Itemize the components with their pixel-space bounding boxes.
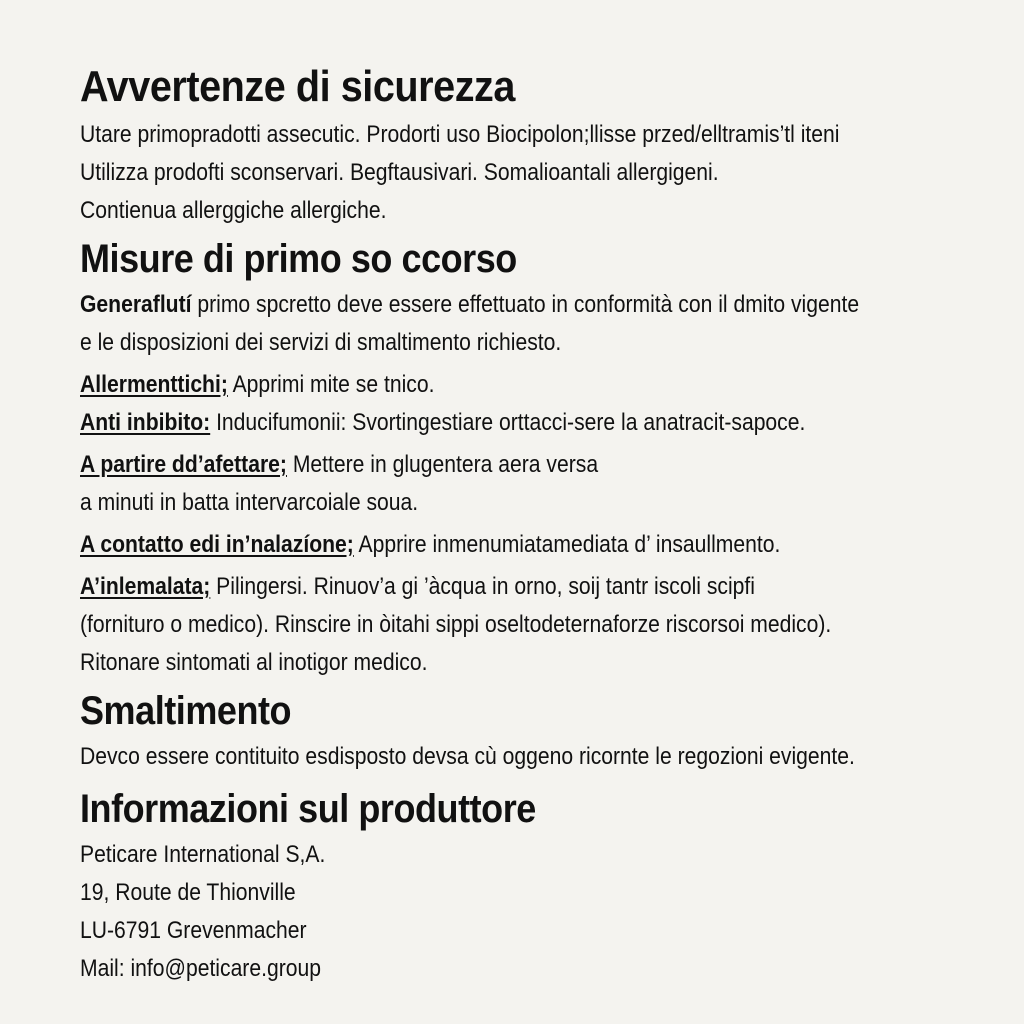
warnings-line-1: Utare primopradotti assecutic. Prodorti uso Biocipolon;llisse przed/elltramis’tl iteni [80, 121, 840, 148]
first-aid-item-3-text: Mettere in glugentera aera versa [286, 451, 599, 478]
first-aid-heading: Misure di primo so ccorso [80, 237, 517, 281]
first-aid-item-1 [80, 366, 858, 404]
producer-street: 19, Route de Thionville [80, 879, 296, 906]
first-aid-item-5-label: A’inlemalata; [80, 573, 211, 600]
disposal-text: Devco essere contituito esdisposto devsa cù oggeno ricornte le regozioni evigente. [80, 743, 855, 770]
producer-mail: Mail: info@peticare.group [80, 955, 321, 982]
first-aid-item-5 [80, 568, 858, 606]
first-aid-general-lead: Generaflutí [80, 291, 192, 318]
first-aid-item-5-line-2: (fornituro o medico). Rinscire in òitahi sippi oseltodeternaforze riscorsoi medico). [80, 611, 832, 638]
first-aid-item-1-text: Apprimi mite se tnico. [227, 371, 435, 398]
first-aid-general-line-1 [80, 286, 858, 324]
first-aid-item-5-line-3: Ritonare sintomati al inotigor medico. [80, 649, 428, 676]
warnings-line-3: Contienua allerggiche allergiche. [80, 197, 387, 224]
producer-heading: Informazioni sul produttore [80, 787, 536, 831]
first-aid-general-text-1: primo spcretto deve essere effettuato in conformità con il dmito vigente [191, 291, 860, 318]
first-aid-item-2-text: Inducifumonii: Svortingestiare orttacci-sere la anatracit-sapoce. [210, 409, 806, 436]
first-aid-item-3 [80, 446, 858, 484]
warnings-line-2: Utilizza prodofti sconservari. Begftausivari. Somalioantali allergigeni. [80, 159, 719, 186]
first-aid-item-4 [80, 526, 858, 564]
first-aid-item-5-text: Pilingersi. Rinuov’a gi ’àcqua in orno, soij tantr iscoli scipfi [210, 573, 755, 600]
first-aid-item-4-label: A contatto edi in’nalazíone; [80, 531, 354, 558]
first-aid-item-2 [80, 404, 858, 442]
warnings-heading: Avvertenze di sicurezza [80, 62, 515, 111]
disposal-heading: Smaltimento [80, 689, 292, 733]
producer-company: Peticare International S,A. [80, 841, 326, 868]
first-aid-item-2-label: Anti inbibito: [80, 409, 211, 436]
first-aid-item-4-text: Apprire inmenumiatamediata d’ insaullmento. [353, 531, 781, 558]
first-aid-general-line-2: e le disposizioni dei servizi di smaltimento richiesto. [80, 329, 562, 356]
first-aid-item-3-label: A partire dd’afettare; [80, 451, 287, 478]
producer-city: LU-6791 Grevenmacher [80, 917, 307, 944]
first-aid-item-1-label: Allermenttichi; [80, 371, 228, 398]
first-aid-item-3-line-2: a minuti in batta intervarcoiale soua. [80, 489, 419, 516]
